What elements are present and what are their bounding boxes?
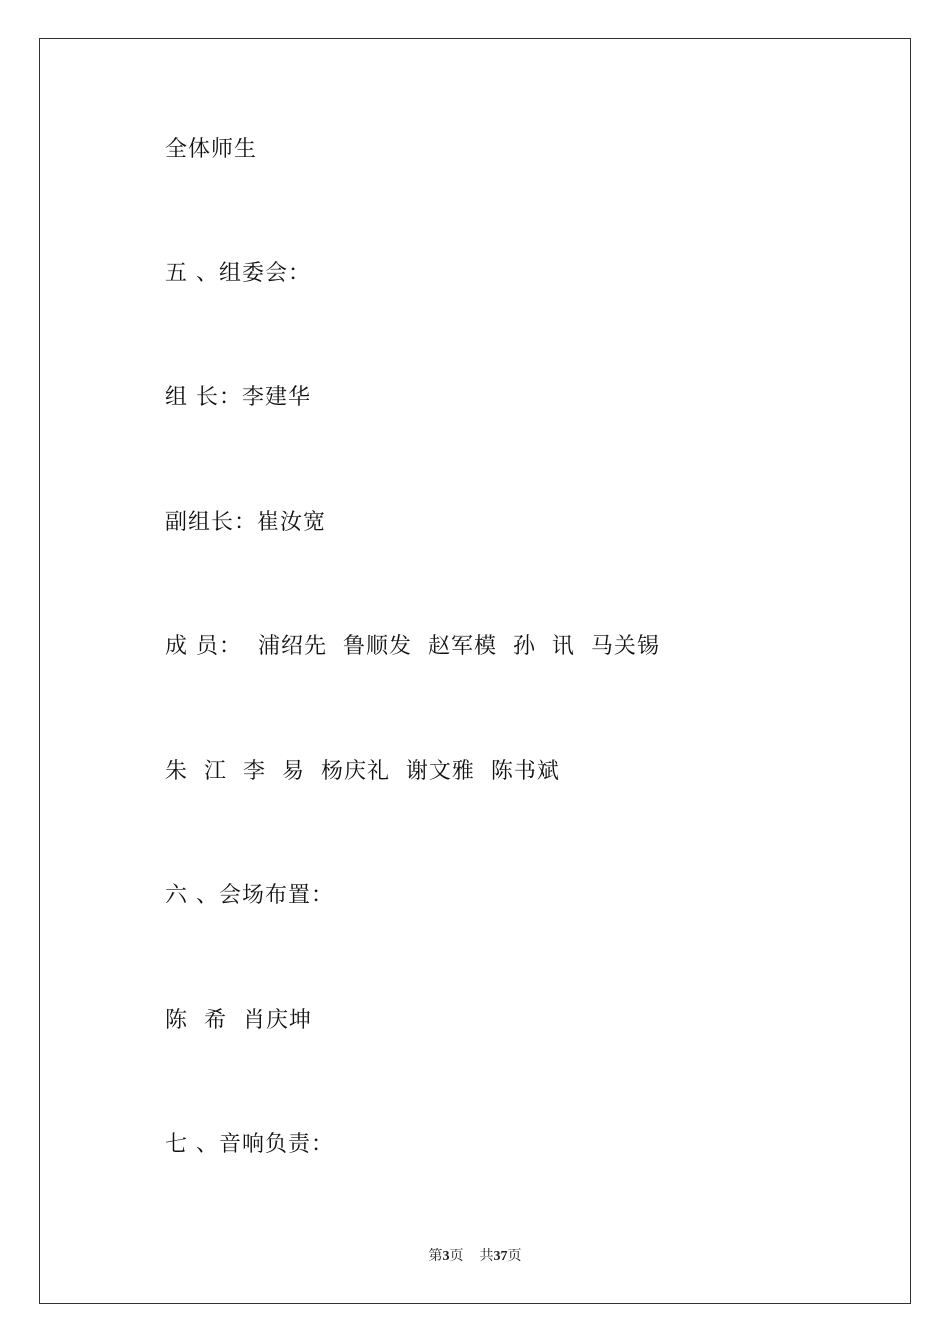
page-footer xyxy=(0,1247,950,1267)
footer-total-prefix: 共 xyxy=(479,1249,494,1264)
page-border xyxy=(39,38,911,1304)
section-heading-committee: 五 、组委会： xyxy=(165,261,311,286)
text-line-members: 成 员： 浦绍先 鲁顺发 赵军模 孙 讯 马关锡 xyxy=(165,634,660,659)
text-line-deputy-leader: 副组长：崔汝宽 xyxy=(165,510,327,535)
footer-page-suffix: 页 xyxy=(449,1249,464,1264)
footer-page-prefix: 第 xyxy=(428,1249,443,1264)
footer-total-pages: 37 xyxy=(493,1249,508,1264)
text-line-members-continued: 朱 江 李 易 杨庆礼 谢文雅 陈书斌 xyxy=(165,759,560,784)
section-heading-audio: 七 、音响负责： xyxy=(165,1132,334,1157)
section-heading-venue: 六 、会场布置： xyxy=(165,883,334,908)
text-line-venue-staff: 陈 希 肖庆坤 xyxy=(165,1008,312,1033)
footer-page-number: 3 xyxy=(442,1249,450,1264)
text-line-leader: 组 长：李建华 xyxy=(165,385,311,410)
text-line-audience: 全体师生 xyxy=(165,137,258,162)
footer-total-suffix: 页 xyxy=(507,1249,522,1264)
